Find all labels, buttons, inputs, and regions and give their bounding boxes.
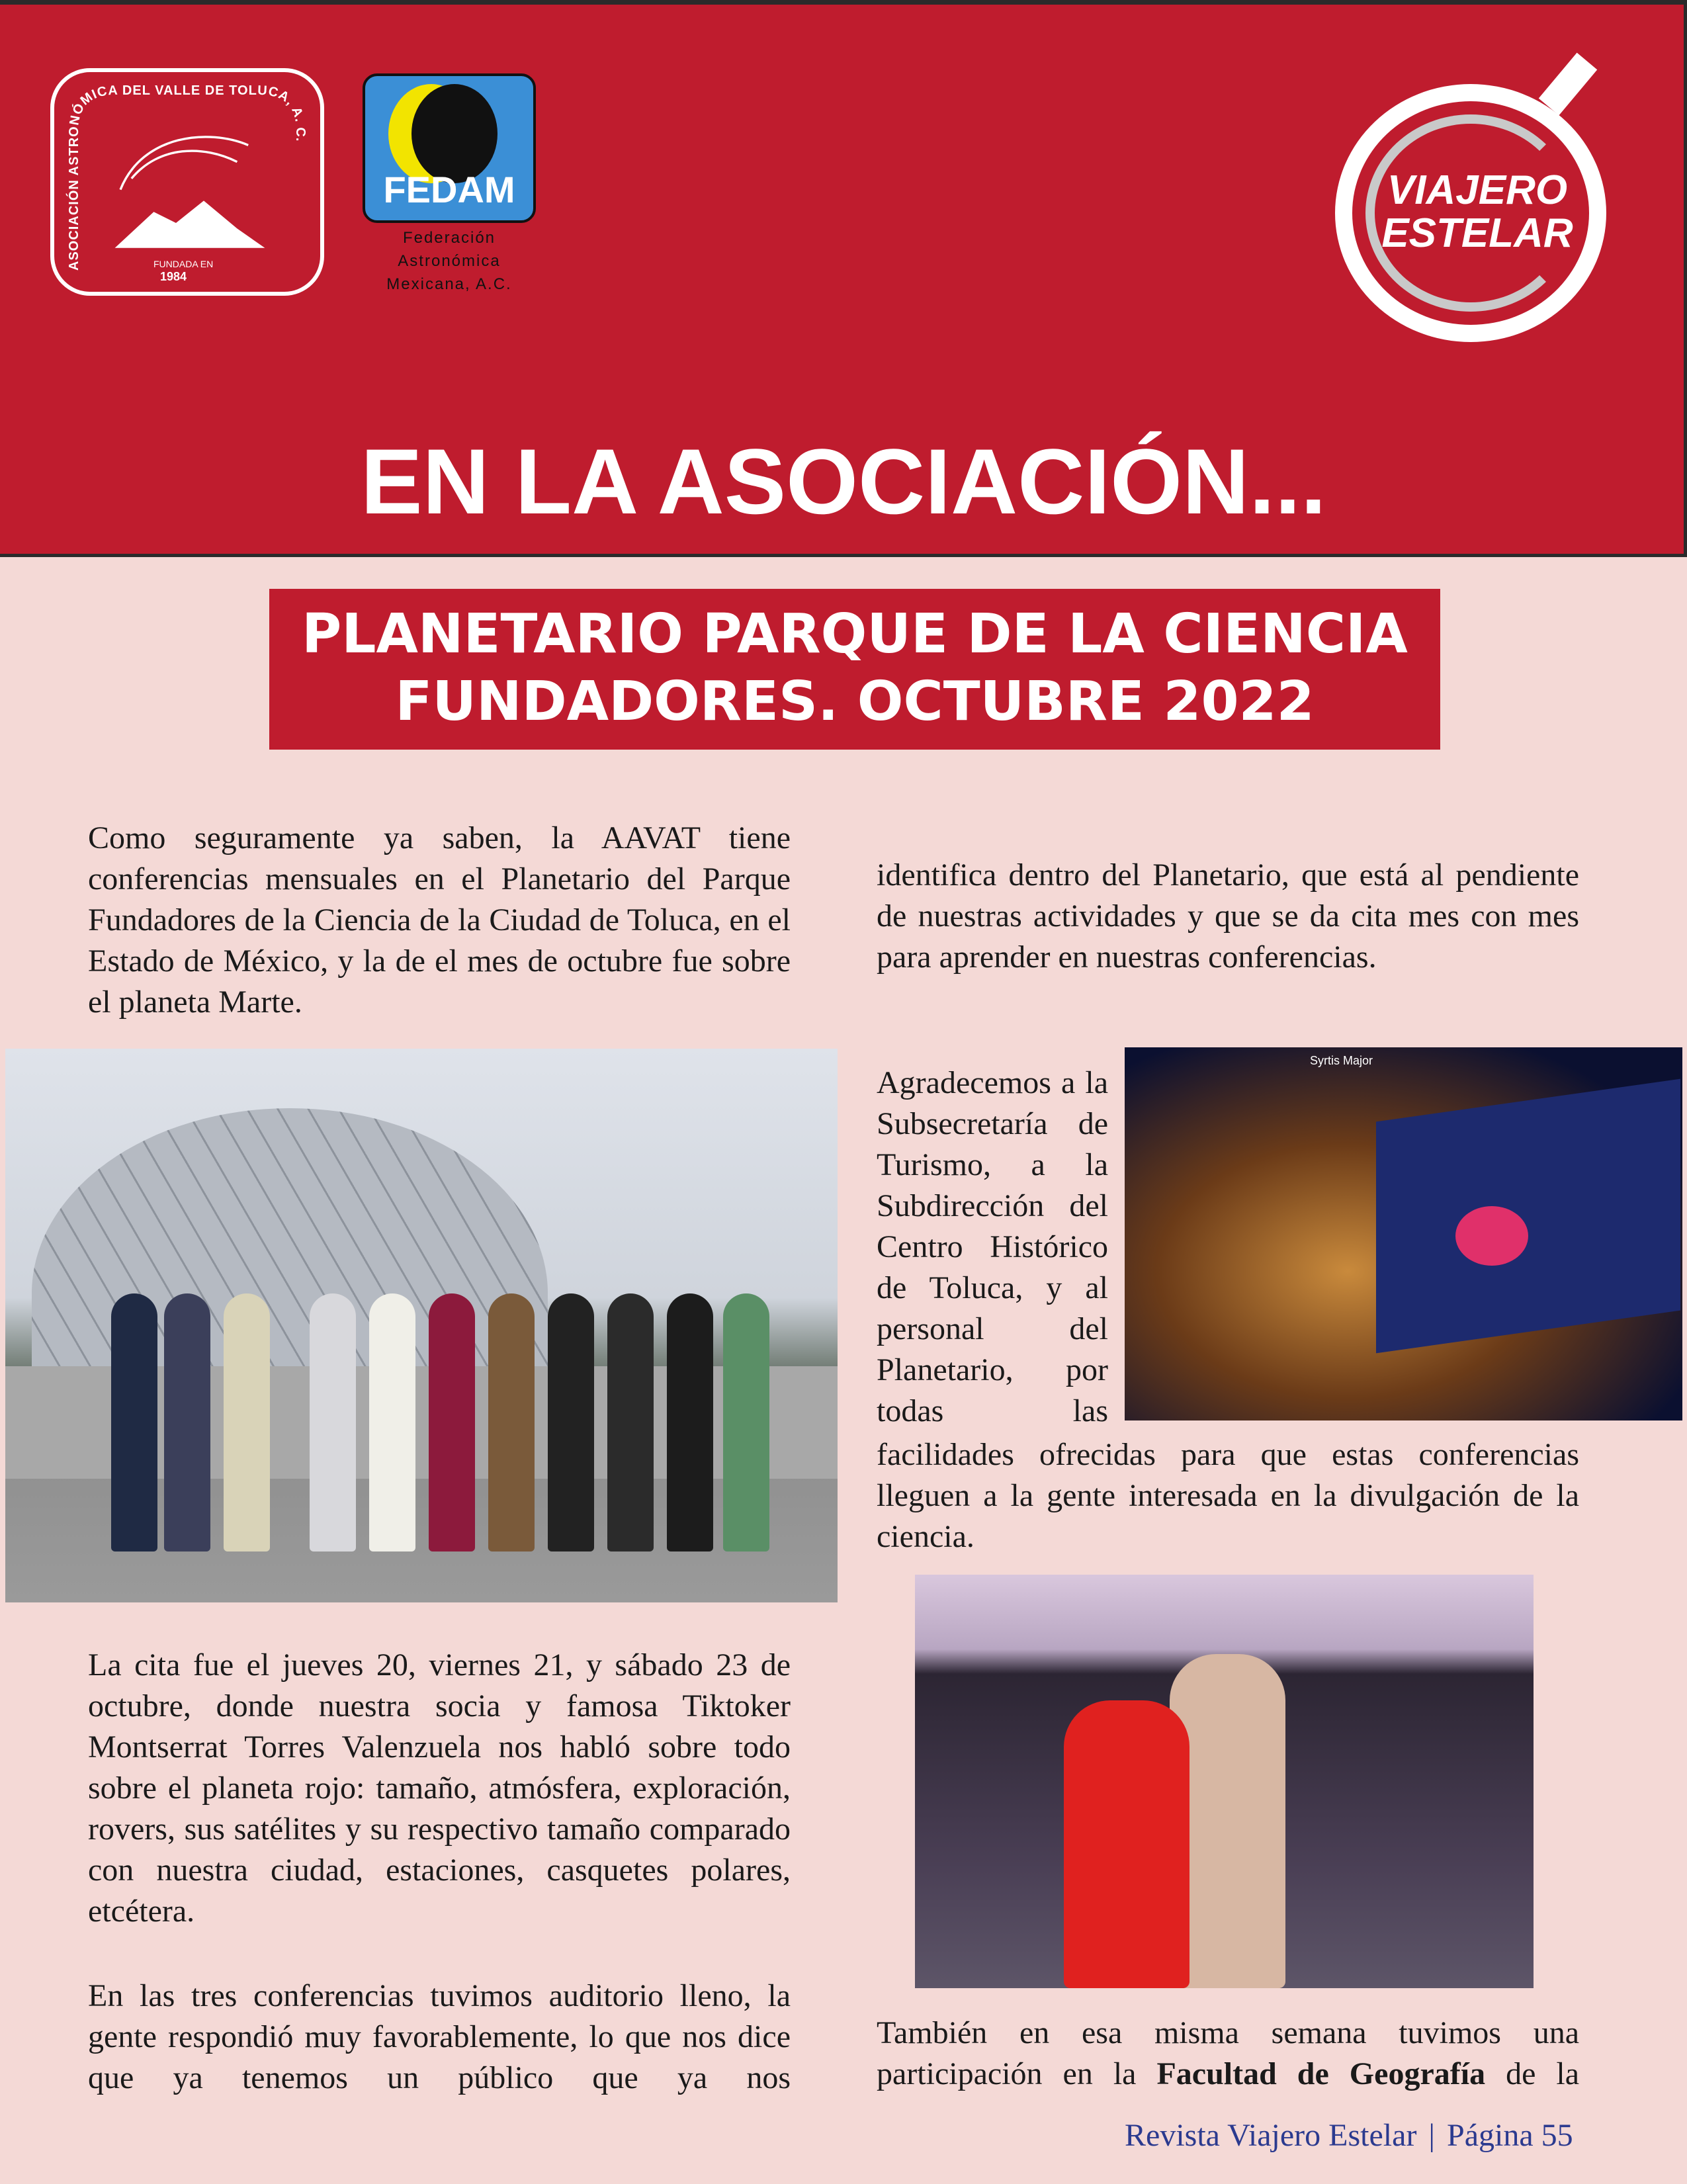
page-footer (1125, 2117, 1573, 2154)
paragraph-right-1: identifica dentro del Planetario, que está al pendiente de nuestras actividades y que se da cita mes con mes para aprender en nuestras conferencias. (877, 857, 1579, 975)
photo-mars-projection (1125, 1047, 1682, 1420)
magnifier-handle-icon (1539, 53, 1597, 116)
magazine-name: Revista Viajero Estelar (1125, 2118, 1417, 2153)
viajero-estelar-logo (1335, 84, 1606, 342)
aavat-founded: FUNDADA EN (153, 259, 214, 269)
article-heading: PLANETARIO PARQUE DE LA CIENCIA FUNDADORES. OCTUBRE 2022 (269, 589, 1440, 750)
paragraph-left-1: Como seguramente ya saben, la AAVAT tiene conferencias mensuales en el Planetario del Parque Fundadores de la Ciencia de la Ciudad de Toluca, en el Estado de México, y la de el mes de octubre fue sobre el planeta Marte. (88, 820, 791, 1020)
paragraph-right-2-wide: facilidades ofrecidas para que estas conferencias lleguen a la gente interesada en la divulgación de la ciencia. (877, 1437, 1579, 1554)
paragraph-left-2: La cita fue el jueves 20, viernes 21, y sábado 23 de octubre, donde nuestra socia y famosa Tiktoker Montserrat Torres Valenzuela nos habló sobre todo sobre el planeta rojo: tamaño, atmósfera, exploración, rovers, sus satélites y su respectivo tamaño comparado con nuestra ciudad, estaciones, casquetes polares, etcétera. (88, 1647, 791, 1929)
fedam-logo (363, 73, 536, 223)
aavat-year: 1984 (160, 270, 187, 283)
logo-line2: ESTELAR (1381, 210, 1573, 256)
footer-separator: | (1428, 2118, 1436, 2153)
paragraph-right-3: También en esa misma semana tuvimos una participación en la Facultad de Geografía de la (877, 2015, 1580, 2091)
comet-volcano-icon (94, 112, 286, 251)
photo-speakers-planetarium (915, 1575, 1534, 1988)
page-number: Página 55 (1447, 2118, 1573, 2153)
paragraph-right-2-narrow: Agradecemos a la Subsecretaría de Turismo, a la Subdirección del Centro Histórico de Toluca, y al personal del Planetario, por todas las (877, 1065, 1108, 1428)
aavat-ring-text: ASOCIACIÓN ASTRONÓMICA DEL VALLE DE TOLUCA, A. C. (66, 83, 308, 271)
logo-line1: VIAJERO (1387, 167, 1568, 213)
header-banner (0, 0, 1687, 557)
fedam-name: FEDAM (383, 169, 515, 210)
page-title: EN LA ASOCIACIÓN... (361, 429, 1326, 533)
aavat-logo (50, 68, 324, 296)
mars-label: Syrtis Major (1310, 1054, 1373, 1067)
paragraph-left-3: En las tres conferencias tuvimos auditorio lleno, la gente respondió muy favorablemente, lo que nos dice que ya tenemos un público que ya nos (88, 1978, 791, 2095)
photo-group-planetarium (5, 1049, 838, 1602)
fedam-subtitle: Federación Astronómica Mexicana, A.C. (386, 229, 512, 293)
